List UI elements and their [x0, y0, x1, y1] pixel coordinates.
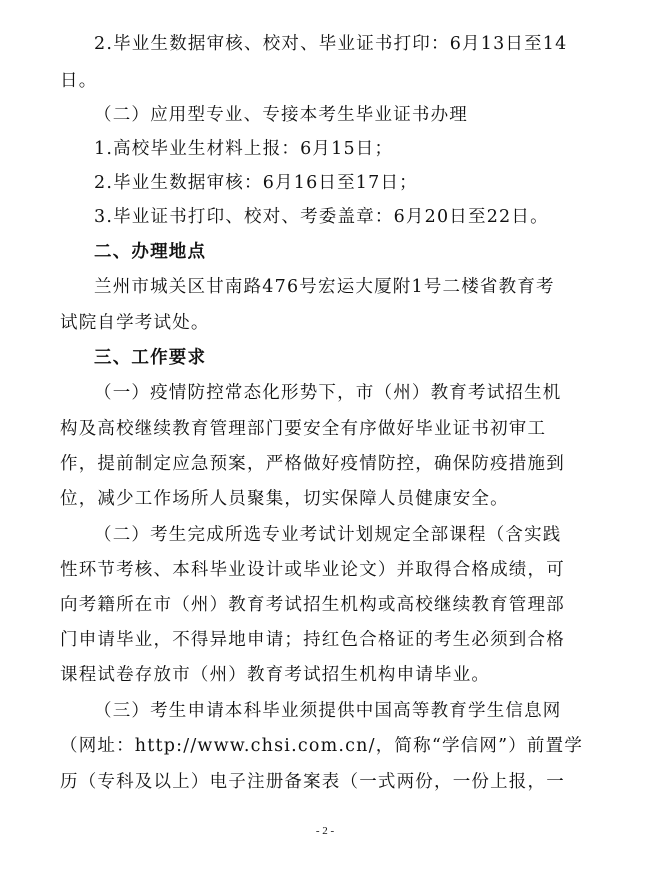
text-line: 3.毕业证书打印、校对、考委盖章：6月20日至22日。	[94, 207, 549, 227]
text-line: （网址：http://www.chsi.com.cn/，简称“学信网”）前置学	[60, 736, 584, 756]
text-line: 作，提前制定应急预案，严格做好疫情防控，确保防疫措施到	[60, 454, 565, 474]
text-line: 试院自学考试处。	[60, 313, 210, 333]
text-line: （一）疫情防控常态化形势下，市（州）教育考试招生机	[94, 383, 562, 403]
text-line: 性环节考核、本科毕业设计或毕业论文）并取得合格成绩，可	[60, 560, 565, 580]
text-line: 兰州市城关区甘南路476号宏运大厦附1号二楼省教育考	[94, 277, 555, 297]
text-line: 1.高校毕业生材料上报：6月15日；	[94, 139, 394, 159]
text-line: 构及高校继续教育管理部门要安全有序做好毕业证书初审工	[60, 419, 547, 439]
text-line: 2.毕业生数据审核：6月16日至17日；	[94, 173, 418, 193]
section-heading: 三、工作要求	[94, 348, 207, 368]
text-line: 向考籍所在市（州）教育考试招生机构或高校继续教育管理部	[60, 595, 565, 615]
page-number: - 2 -	[315, 825, 335, 837]
text-line: 2.毕业生数据审核、校对、毕业证书打印：6月13日至14	[94, 34, 568, 54]
text-line: 门申请毕业，不得异地申请；持红色合格证的考生必须到合格	[60, 630, 565, 650]
text-line: 位，减少工作场所人员聚集，切实保障人员健康安全。	[60, 489, 509, 509]
section-heading: 二、办理地点	[94, 242, 207, 262]
text-line: 日。	[60, 71, 98, 91]
text-line: 课程试卷存放市（州）教育考试招生机构申请毕业。	[60, 665, 491, 685]
text-line: （二）考生完成所选专业考试计划规定全部课程（含实践	[94, 525, 562, 545]
text-line: （二）应用型专业、专接本考生毕业证书办理	[94, 105, 468, 125]
text-line: （三）考生申请本科毕业须提供中国高等教育学生信息网	[94, 701, 562, 721]
text-line: 历（专科及以上）电子注册备案表（一式两份，一份上报，一	[60, 772, 565, 792]
